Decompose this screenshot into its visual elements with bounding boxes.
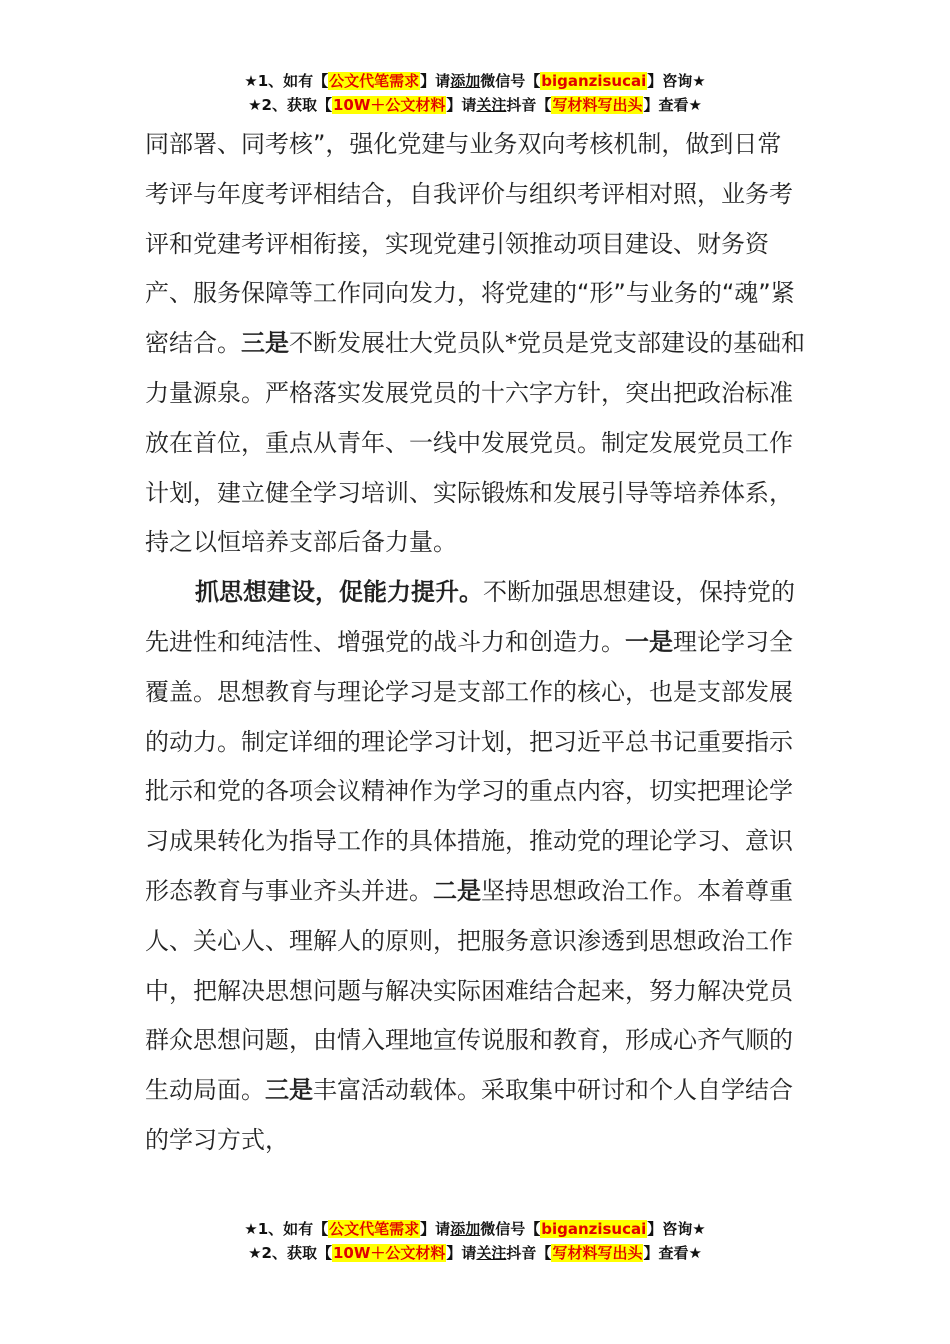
banner-line-2: [0, 1241, 950, 1265]
body-text: 坚持思想政治工作。本着尊重人、关心人、理解人的原则，把服务意识渗透到思想政治工作中，把解决思想问题与解决实际困难结合起来，努力解决党员群众思想问题，由情入理地宣传说服和教育，形成心齐气顺的生动局面。: [145, 876, 793, 1105]
banner-text: 微信号【: [480, 1220, 541, 1238]
paragraph-heading: 抓思想建设，促能力提升。: [195, 578, 483, 607]
body-text: 不断发展壮大党员队*党员是党支部建设的基础和力量源泉。严格落实发展党员的十六字方针，突出把政治标准放在首位，重点从青年、一线中发展党员。制定发展党员工作计划，建立健全学习培训、实际锻炼和发展引导等培养体系，持之以恒培养支部后备力量。: [145, 329, 805, 557]
banner-text: 】请: [420, 72, 451, 90]
bold-marker: 三是: [241, 329, 289, 358]
document-body: [145, 120, 805, 1166]
banner-text: 】请: [446, 1244, 477, 1262]
banner-text: ★2、获取【: [248, 96, 332, 114]
highlight-douyin-account: 写材料写出头: [552, 96, 643, 114]
banner-text: 】查看★: [643, 1244, 702, 1262]
highlight-materials: 10W＋公文材料: [332, 1244, 446, 1262]
body-text: 同部署、同考核”，强化党建与业务双向考核机制，做到日常考评与年度考评相结合，自我评价与组织考评相对照，业务考评和党建考评相衔接，实现党建引领推动项目建设、财务资产、服务保障等工作同向发力，将党建的“形”与业务的“魂”紧密结合。: [145, 130, 795, 358]
highlight-douyin-account: 写材料写出头: [552, 1244, 643, 1262]
banner-text: ★2、获取【: [248, 1244, 332, 1262]
banner-line-2: [0, 93, 950, 117]
bold-marker: 三是: [265, 1076, 313, 1105]
banner-text: 微信号【: [480, 72, 541, 90]
banner-underlined: 关注: [476, 96, 507, 114]
bold-marker: 一是: [625, 627, 673, 656]
body-text: 理论学习全覆盖。思想教育与理论学习是支部工作的核心，也是支部发展的动力。制定详细的理论学习计划，把习近平总书记重要指示批示和党的各项会议精神作为学习的重点内容，切实把理论学习成果转化为指导工作的具体措施，推动党的理论学习、意识形态教育与事业齐头并进。: [145, 627, 793, 905]
banner-underlined: 添加: [450, 72, 481, 90]
highlight-service: 公文代笔需求: [329, 72, 420, 90]
paragraph: [145, 568, 805, 1166]
banner-text: 】咨询★: [647, 1220, 706, 1238]
highlight-service: 公文代笔需求: [329, 1220, 420, 1238]
banner-text: 】请: [446, 96, 477, 114]
banner-line-1: [0, 69, 950, 93]
footer-banner: [0, 1217, 950, 1265]
banner-underlined: 关注: [476, 1244, 507, 1262]
banner-line-1: [0, 1217, 950, 1241]
banner-text: 抖音【: [506, 96, 552, 114]
banner-text: 】请: [420, 1220, 451, 1238]
highlight-wechat-id: biganzisucai: [541, 1220, 647, 1238]
banner-text: 】查看★: [643, 96, 702, 114]
body-text: 不断加强思想建设，保持党的先进性和纯洁性、增强党的战斗力和创造力。: [145, 578, 795, 656]
body-text: 丰富活动载体。采取集中研讨和个人自学结合的学习方式，: [145, 1076, 793, 1154]
bold-marker: 二是: [433, 876, 481, 905]
banner-underlined: 添加: [450, 1220, 481, 1238]
highlight-materials: 10W＋公文材料: [332, 96, 446, 114]
highlight-wechat-id: biganzisucai: [541, 72, 647, 90]
header-banner: [0, 69, 950, 117]
banner-text: ★1、如有【: [244, 1220, 329, 1238]
banner-text: 抖音【: [506, 1244, 552, 1262]
banner-text: 】咨询★: [647, 72, 706, 90]
paragraph: [145, 120, 805, 568]
banner-text: ★1、如有【: [244, 72, 329, 90]
